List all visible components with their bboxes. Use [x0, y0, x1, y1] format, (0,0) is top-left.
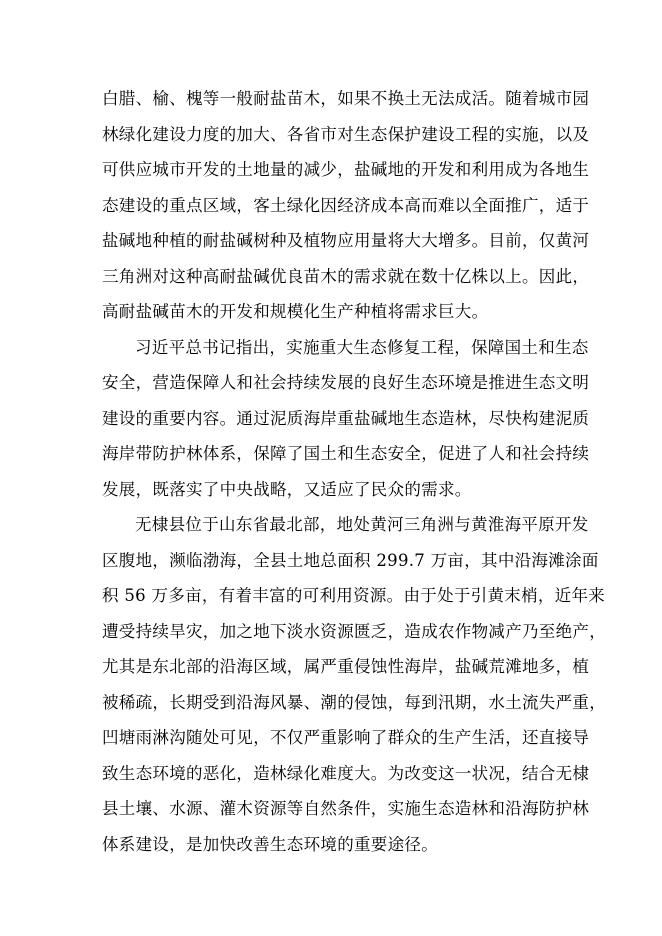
text-line: 三角洲对这种高耐盐碱优良苗木的需求就在数十亿株以上。因此，	[102, 266, 590, 286]
text-line: 习近平总书记指出，实施重大生态修复工程，保障国土和生态	[135, 337, 589, 357]
paragraph-2	[102, 330, 590, 508]
text-line: 高耐盐碱苗木的开发和规模化生产种植将需求巨大。	[102, 302, 489, 321]
text-line: 致生态环境的恶化，造林绿化难度大。为改变这一状况，结合无棣	[102, 763, 590, 783]
paragraph-1	[102, 81, 590, 330]
text-line: 海岸带防护林体系，保障了国土和生态安全，促进了人和社会持续	[102, 444, 590, 463]
text-line: 态建设的重点区域，客土绿化因经济成本高而难以全面推广，适于	[102, 195, 590, 215]
paragraph-3	[102, 507, 606, 862]
text-line: 安全，营造保障人和社会持续发展的良好生态环境是推进生态文明	[102, 373, 590, 392]
text-line: 可供应城市开发的土地量的减少，盐碱地的开发和利用成为各地生	[102, 160, 590, 179]
text-line: 无棣县位于山东省最北部，地处黄河三角洲与黄淮海平原开发	[135, 515, 589, 534]
text-line: 白腊、榆、槐等一般耐盐苗木，如果不换土无法成活。随着城市园	[102, 89, 590, 108]
document-body	[102, 81, 606, 862]
text-line: 体系建设，是加快改善生态环境的重要途径。	[102, 834, 438, 854]
text-line: 区腹地，濒临渤海，全县土地总面积 299.7 万亩，其中沿海滩涂面	[102, 550, 599, 570]
text-line: 建设的重要内容。通过泥质海岸重盐碱地生态造林，尽快构建泥质	[102, 408, 590, 428]
text-line: 被稀疏，长期受到沿海风暴、潮的侵蚀，每到汛期，水土流失严重，	[102, 692, 606, 712]
text-line: 盐碱地种植的耐盐碱树种及植物应用量将大大增多。目前，仅黄河	[102, 231, 590, 250]
text-line: 遭受持续旱灾，加之地下淡水资源匮乏，造成农作物减产乃至绝产，	[102, 621, 606, 641]
text-line: 尤其是东北部的沿海区域，属严重侵蚀性海岸，盐碱荒滩地多，植	[102, 657, 590, 676]
text-line: 积 56 万多亩，有着丰富的可利用资源。由于处于引黄末梢，近年来	[102, 586, 606, 605]
text-line: 县土壤、水源、灌木资源等自然条件，实施生态造林和沿海防护林	[102, 799, 590, 818]
text-line: 发展，既落实了中央战略，又适应了民众的需求。	[102, 479, 472, 499]
text-line: 凹塘雨淋沟随处可见，不仅严重影响了群众的生产生活，还直接导	[102, 728, 590, 747]
text-line: 林绿化建设力度的加大、各省市对生态保护建设工程的实施，以及	[102, 124, 590, 144]
